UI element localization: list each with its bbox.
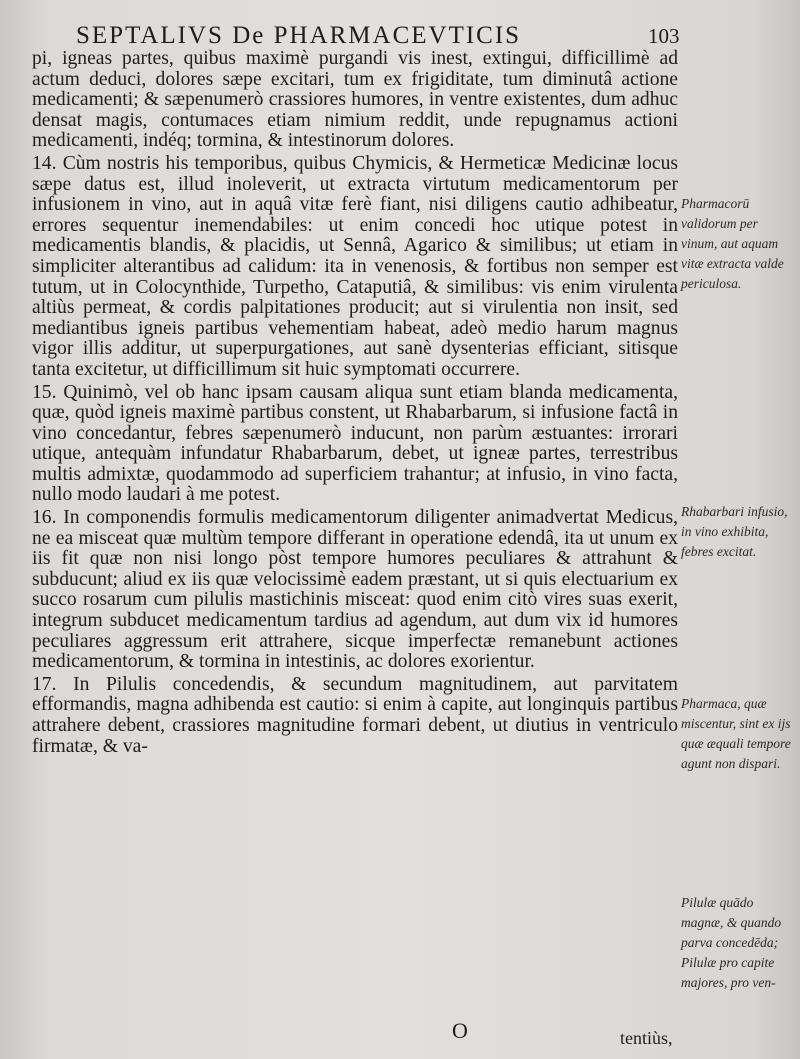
margin-note-pharmaca: Pharmaca, quæ miscentur, sint ex ijs quæ æquali tempore agunt non dispari.	[681, 696, 791, 771]
paragraph-14: 14. Cùm nostris his temporibus, quibus Chymicis, & Hermeticæ Medicinæ locus sæpe datus est, illud inoleverit, ut extracta virtutum medicamentorum per infusionem in vino, aut in aquâ vitæ ferè fiant, nisi diligens cautio adhibeatur, errores sequentur inemendabiles: ut enim concedi hoc utique potest in medicamentis blandis, & placidis, ut Sennâ, Agarico & similibus; ut etiam in simpliciter alterantibus ad calidum: ita in venenosis, & fortibus non semper est tutum, ut in Colocynthide, Turpetho, Cataputiâ, & similibus: vis enim virulenta altiùs permeat, & cordis palpitationes producit; aut si virulentia non insit, sed mediantibus igneis partibus vehementiam habeat, adeò medio harum magnus vigor illis additur, ut superpurgationes, aut sanè dysenterias efficiant, sitisque tanta excitetur, ut difficillimum sit huic symptomati occurrere.	[32, 152, 678, 380]
margin-note-rhabarbari: Rhabarbari infusio, in vino exhibita, febres excitat.	[681, 504, 788, 559]
catchword: tentiùs,	[620, 1028, 673, 1048]
page-number: 103	[648, 24, 680, 48]
margin-note-pilulae: Pilulæ quādo magnæ, & quando parva concedēda; Pilulæ pro capite majores, pro ven-	[681, 895, 782, 990]
signature-mark: O	[452, 1018, 468, 1043]
paragraph-continuation: pi, igneas partes, quibus maximè purgandi vis inest, extingui, difficillimè ad actum deduci, dolores sæpe excitari, tum ex frigiditate, tum diminutâ actione medicamenti; & sæpenumerò crassiores humores, in ventre existentes, dum adhuc densat magis, contumaces etiam nimium reddit, unde repugnamus actioni medicamenti, indéq; tormina, & intestinorum dolores.	[32, 48, 678, 152]
main-text	[32, 49, 678, 759]
margin-note-extracta: Pharmacorū validorum per vinum, aut aquam vitæ extracta valde periculosa.	[681, 196, 784, 291]
running-title: SEPTALIVS De PHARMACEVTICIS	[76, 22, 522, 49]
paragraph-17: 17. In Pilulis concedendis, & secundum magnitudinem, aut parvitatem efformandis, magna adhibenda est cautio: si enim à capite, aut longinquis partibus attrahere debent, crassiores magnitudine formari debent, ut diutius in ventriculo firmatæ, & va-	[32, 673, 678, 757]
paragraph-16: 16. In componendis formulis medicamentorum diligenter animadvertat Medicus, ne ea misceat quæ multùm tempore differant in operatione edendâ, ita ut unum ex iis fit quæ non nisi longo pòst tempore humores peculiares & attrahunt & subducunt; aliud ex iis quæ velocissimè eadem præstant, ut si quis electuarium ex succo rosarum cum pilulis mastichinis misceat: quod enim citò vires suas exerit, integrum subducet medicamentum tardius ad agendum, aut dum vix id humores peculiares aggressum erit attrahere, sicque imperfectæ remanebunt actiones medicamentorum, & tormina in intestinis, ac dolores exorientur.	[32, 507, 678, 673]
paragraph-15: 15. Quinimò, vel ob hanc ipsam causam aliqua sunt etiam blanda medicamenta, quæ, quòd igneis maximè partibus constent, ut Rhabarbarum, si infusione factâ in vino concedantur, febres sæpenumerò inducunt, non parùm æstuantes: irrorari utique, antequàm infundatur Rhabarbarum, debet, ut igneæ partes, terrestribus multis admixtæ, quodammodo ad superficiem trahantur; at infusio, in vino facta, nullo modo laudari à me potest.	[32, 381, 678, 506]
